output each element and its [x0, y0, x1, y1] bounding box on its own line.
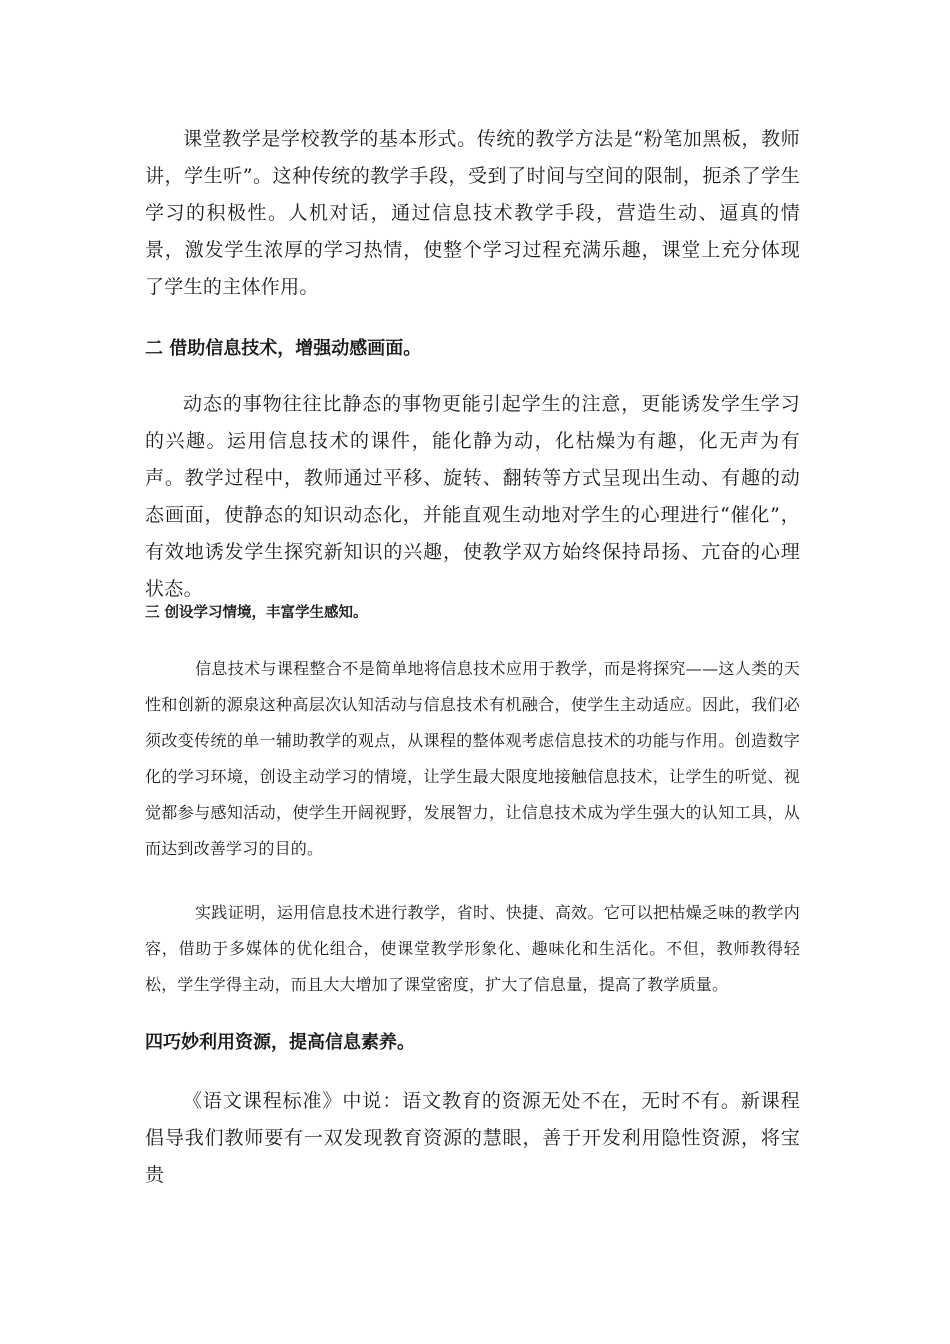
paragraph-curriculum-standard: 《语文课程标准》中说：语文教育的资源无处不在，无时不有。新课程倡导我们教师要有一双发现教育资源的慧眼，善于开发利用隐性资源，将宝贵 [145, 1090, 800, 1186]
section-heading-four: 四巧妙利用资源，提高信息素养。 [145, 1032, 415, 1053]
paragraph-classroom-teaching: 课堂教学是学校教学的基本形式。传统的教学方法是“粉笔加黑板，教师讲，学生听”。这种传统的教学手段，受到了时间与空间的限制，扼杀了学生学习的积极性。人机对话，通过信息技术教学手段，营造生动、逼真的情景，激发学生浓厚的学习热情，使整个学习过程充满乐趣，课堂上充分体现了学生的主体作用。 [145, 128, 800, 298]
paragraph-dynamic-images: 动态的事物往往比静态的事物更能引起学生的注意，更能诱发学生学习的兴趣。运用信息技术的课件，能化静为动，化枯燥为有趣，化无声为有声。教学过程中，教师通过平移、旋转、翻转等方式呈现出生动、有趣的动态画面，使静态的知识动态化，并能直观生动地对学生的心理进行“催化”，有效地诱发学生探究新知识的兴趣，使教学双方始终保持昂扬、亢奋的心理状态。 [145, 393, 800, 600]
section-heading-two: 二 借助信息技术，增强动感画面。 [145, 338, 422, 359]
paragraph-learning-context: 信息技术与课程整合不是简单地将信息技术应用于教学，而是将探究——这人类的天性和创新的源泉这种高层次认知活动与信息技术有机融合，使学生主动适应。因此，我们必须改变传统的单一辅助教学的观点，从课程的整体观考虑信息技术的功能与作用。创造数字化的学习环境，创设主动学习的情境，让学生最大限度地接触信息技术，让学生的听觉、视觉都参与感知活动，使学生开阔视野，发展智力，让信息技术成为学生强大的认知工具，从而达到改善学习的目的。 [145, 659, 800, 858]
section-heading-three: 三 创设学习情境，丰富学生感知。 [145, 605, 368, 621]
paragraph-practice-proof: 实践证明，运用信息技术进行教学，省时、快捷、高效。它可以把枯燥乏味的教学内容，借助于多媒体的优化组合，使课堂教学形象化、趣味化和生活化。不但，教师教得轻松，学生学得主动，而且大大增加了课堂密度，扩大了信息量，提高了教学质量。 [145, 903, 800, 994]
